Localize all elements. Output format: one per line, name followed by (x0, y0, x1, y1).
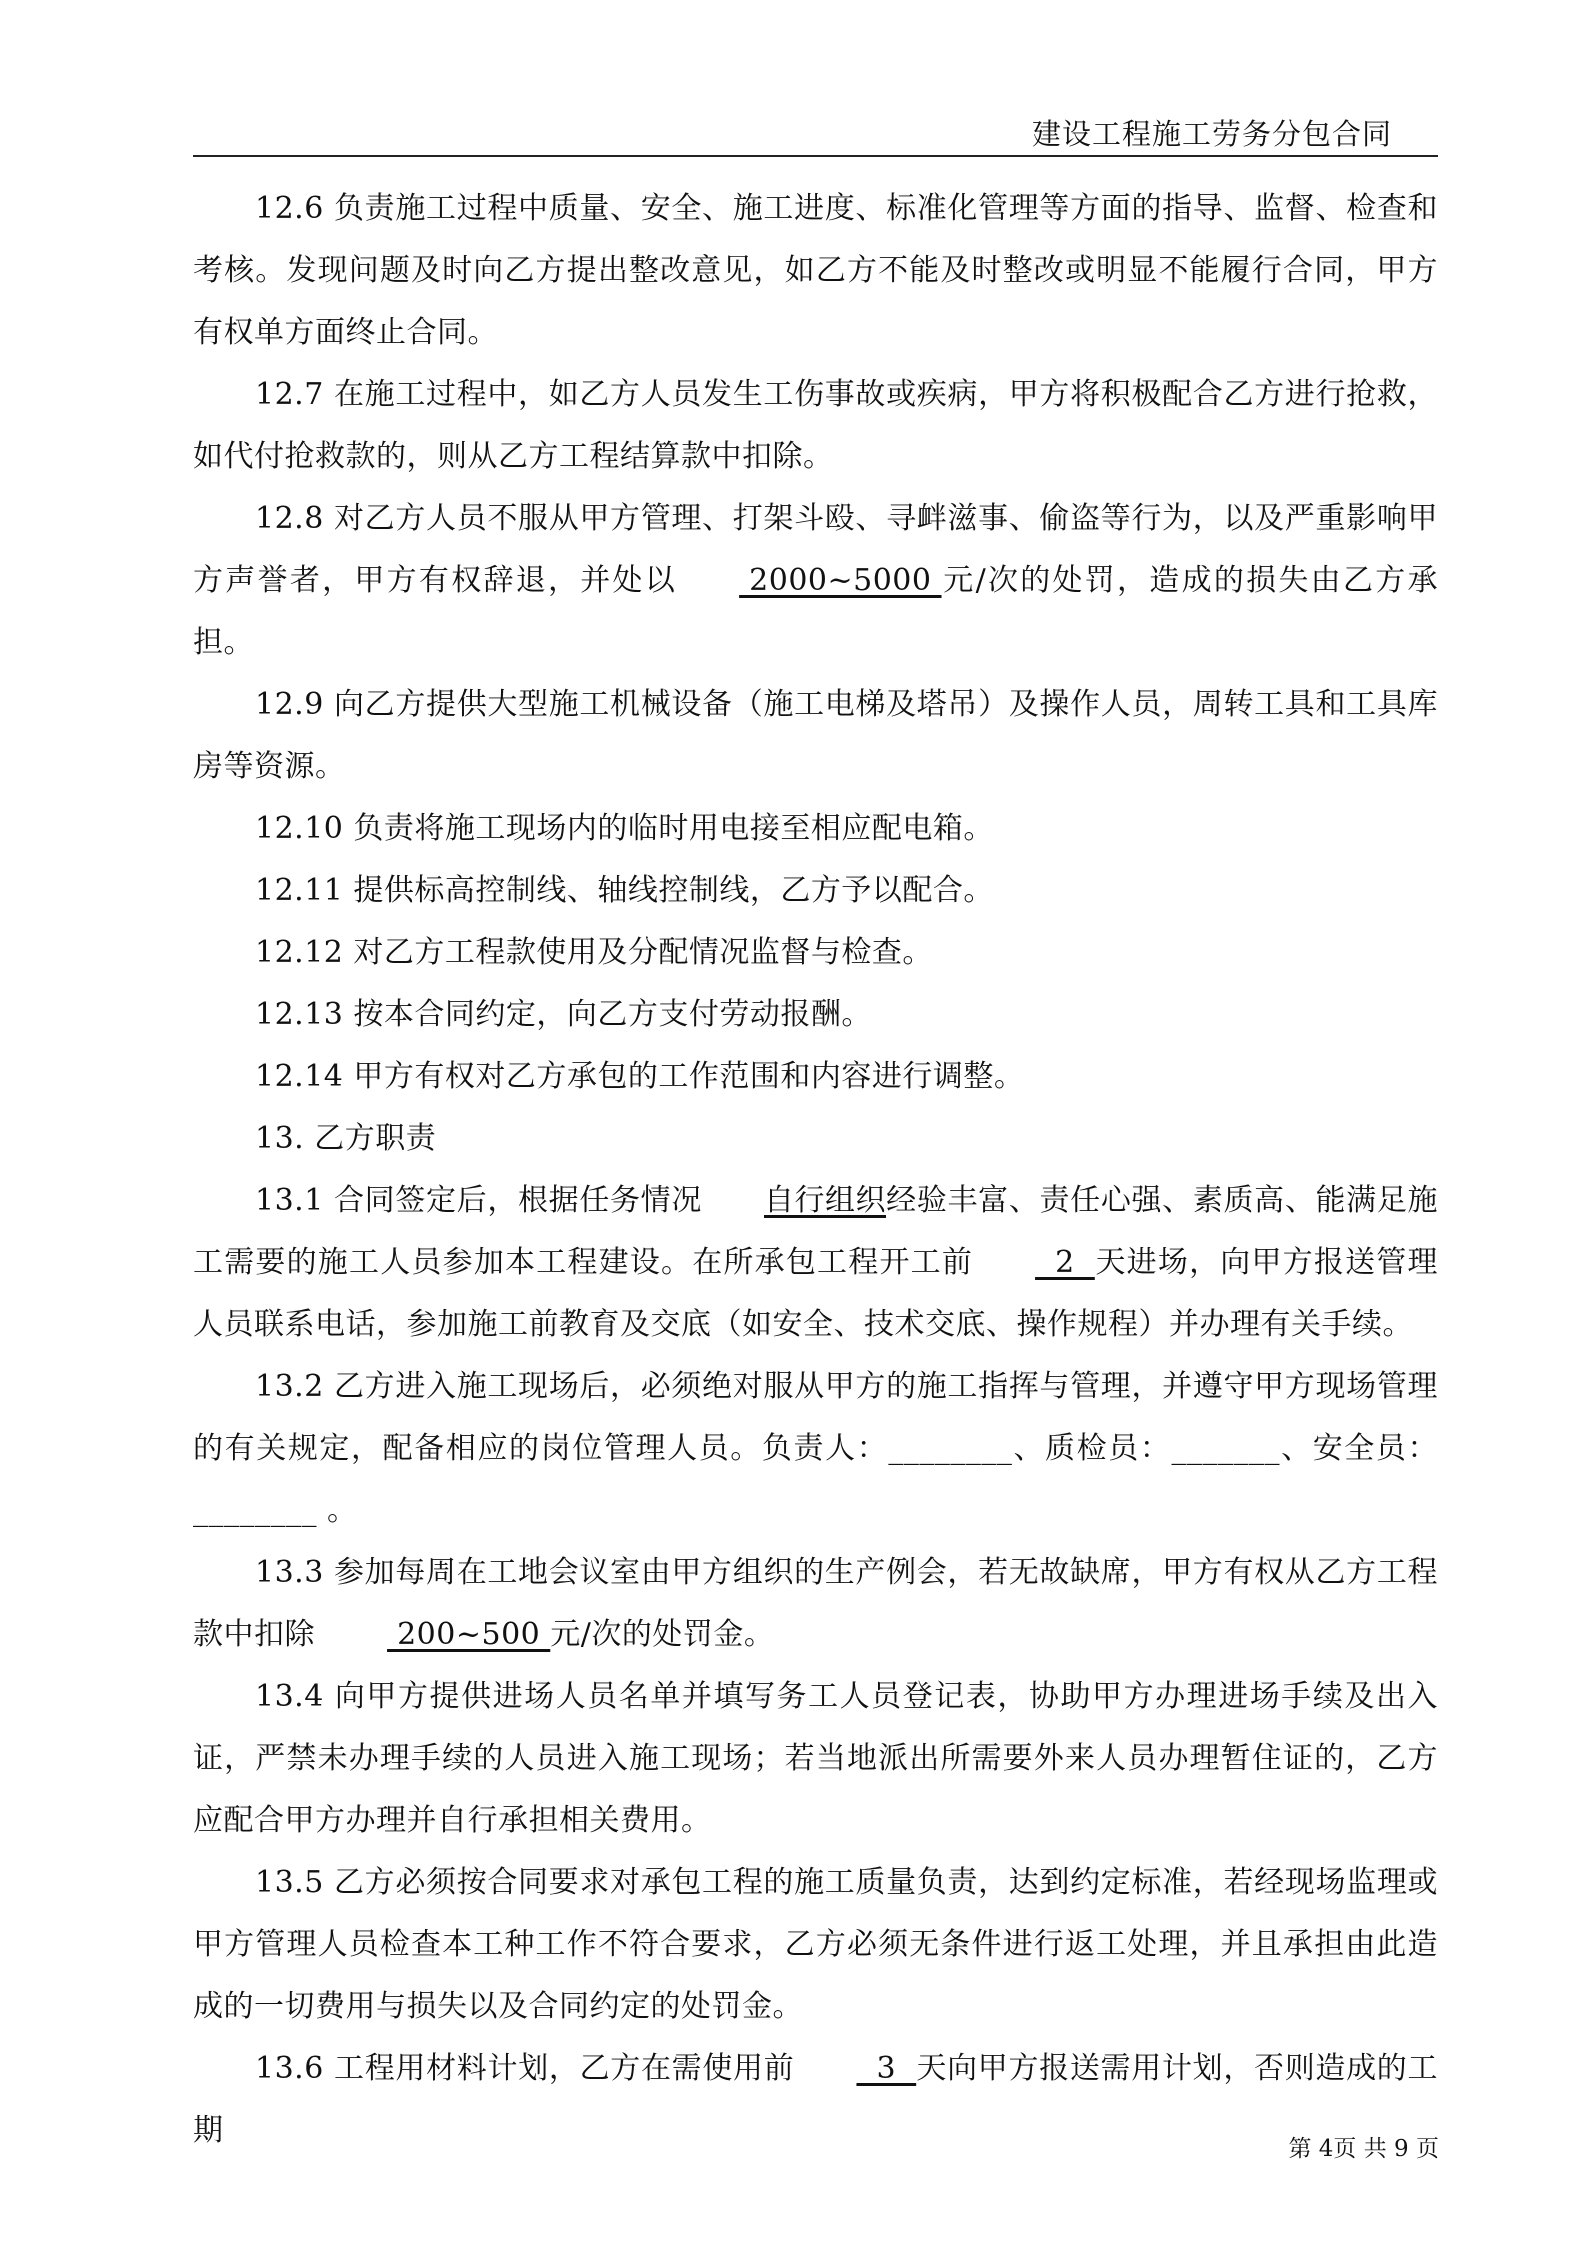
fill-in-penalty-range: 2000~5000 (739, 563, 942, 598)
clause-12-11: 12.11 提供标高控制线、轴线控制线，乙方予以配合。 (255, 873, 994, 908)
fill-in-responsible-person: ________ (888, 1431, 1013, 1466)
clause-13-5: 13.5 乙方必须按合同要求对承包工程的施工质量负责，达到约定标准，若经现场监理或甲方管理人员检查本工种工作不符合要求，乙方必须无条件进行返工处理，并且承担由此造成的一切费用与损失以及合同约定的处罚金。 (193, 1865, 1438, 2024)
fill-in-quality-inspector: _______ (1171, 1431, 1280, 1466)
header-divider (193, 155, 1438, 157)
fill-in-days-before: 2 (1035, 1245, 1095, 1280)
clause-12-13: 12.13 按本合同约定，向乙方支付劳动报酬。 (255, 997, 872, 1032)
clause-text: 经验丰富、责任心强、素质高、能满足施工需要的施工人员参加本工程建设。在所承包工程开工前 (193, 1183, 1438, 1280)
clause-13-1 (193, 1170, 1438, 1356)
clause-text: 12.8 对乙方人员不服从甲方管理、打架斗殴、寻衅滋事、偷盗等行为，以及严重影响甲方声誉者，甲方有权辞退，并处以 (193, 501, 1438, 598)
clause-text: 13.6 工程用材料计划，乙方在需使用前 (255, 2051, 795, 2086)
clause-12-14: 12.14 甲方有权对乙方承包的工作范围和内容进行调整。 (255, 1059, 1025, 1094)
clause-text: 天向甲方报送需用计划，否则造成的工期 (193, 2051, 1438, 2148)
clause-13-4: 13.4 向甲方提供进场人员名单并填写务工人员登记表，协助甲方办理进场手续及出入证，严禁未办理手续的人员进入施工现场；若当地派出所需要外来人员办理暂住证的，乙方应配合甲方办理并自行承担相关费用。 (193, 1679, 1438, 1838)
clause-12-8 (193, 488, 1438, 674)
clause-12-12: 12.12 对乙方工程款使用及分配情况监督与检查。 (255, 935, 933, 970)
fill-in-material-days: 3 (856, 2051, 917, 2086)
clause-text: 13.1 合同签定后，根据任务情况 (255, 1183, 702, 1218)
clause-13-3 (193, 1542, 1438, 1666)
page-number: 第 4页 共 9 页 (1288, 2136, 1439, 2162)
clause-12-6: 12.6 负责施工过程中质量、安全、施工进度、标准化管理等方面的指导、监督、检查和考核。发现问题及时向乙方提出整改意见，如乙方不能及时整改或明显不能履行合同，甲方有权单方面终止合同。 (193, 191, 1438, 350)
clause-text: 13.3 参加每周在工地会议室由甲方组织的生产例会，若无故缺席，甲方有权从乙方工程款中扣除 (193, 1555, 1438, 1652)
clause-text: 、安全员： (1279, 1431, 1439, 1466)
fill-in-safety-officer: ________ (193, 1493, 317, 1528)
clause-13-6 (193, 2038, 1438, 2162)
document-body (193, 178, 1438, 2162)
fill-in-absence-penalty: 200~500 (387, 1617, 551, 1652)
clause-12-9: 12.9 向乙方提供大型施工机械设备（施工电梯及塔吊）及操作人员，周转工具和工具库房等资源。 (193, 687, 1438, 784)
clause-12-7: 12.7 在施工过程中，如乙方人员发生工伤事故或疾病，甲方将积极配合乙方进行抢救，如代付抢救款的，则从乙方工程结算款中扣除。 (193, 377, 1438, 474)
clause-text: 13.2 乙方进入施工现场后，必须绝对服从甲方的施工指挥与管理，并遵守甲方现场管理的有关规定，配备相应的岗位管理人员。负责人： (193, 1369, 1438, 1466)
clause-text: 元/次的处罚金。 (550, 1617, 775, 1652)
section-13-heading: 13. 乙方职责 (255, 1121, 437, 1156)
clause-13-2 (193, 1356, 1438, 1542)
clause-text: 。 (317, 1493, 358, 1528)
fill-in-organization: 自行组织 (764, 1183, 886, 1218)
document-header-title: 建设工程施工劳务分包合同 (1031, 117, 1392, 151)
clause-text: 、质检员： (1012, 1431, 1172, 1466)
clause-text: 元/次的处罚，造成的损失由乙方承担。 (193, 563, 1439, 660)
clause-text: 天进场，向甲方报送管理人员联系电话，参加施工前教育及交底（如安全、技术交底、操作规程）并办理有关手续。 (193, 1245, 1439, 1342)
clause-12-10: 12.10 负责将施工现场内的临时用电接至相应配电箱。 (255, 811, 994, 846)
